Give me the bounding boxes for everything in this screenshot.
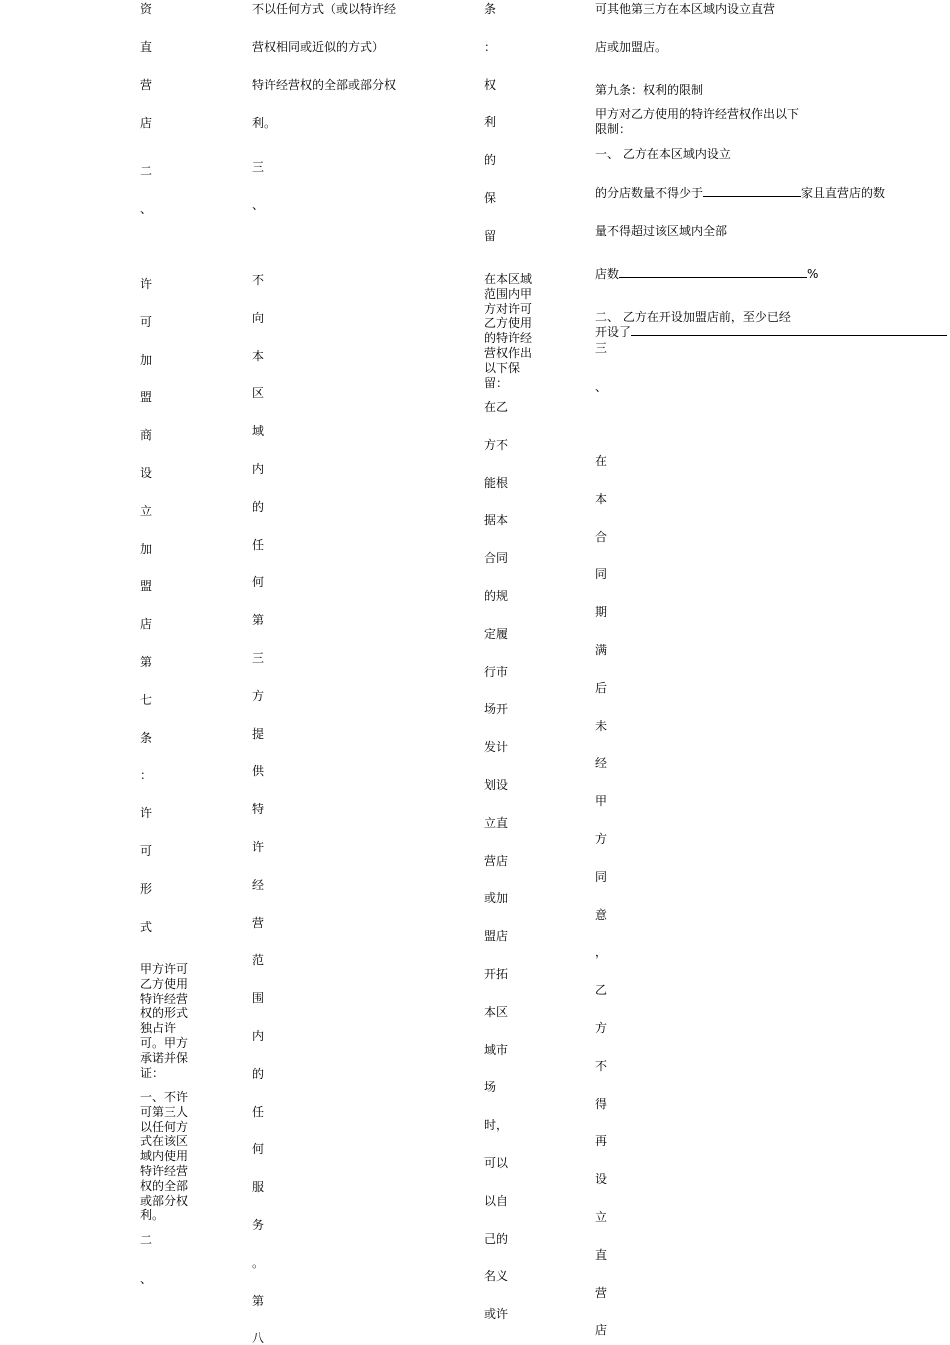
vertical-char: 甲 [595,794,608,809]
vertical-char: 保 [484,191,497,205]
vertical-char: 商 [140,428,153,443]
vertical-char: 式 [140,919,153,934]
vertical-pair: 发计 [484,740,509,755]
vertical-char: 不 [595,1058,608,1073]
vertical-char: 店 [140,617,153,632]
vertical-char: 营 [252,915,265,930]
vertical-pair: 域市 [484,1042,509,1057]
license-form-paragraph: 甲方许可乙方使用特许经营权的形式独占许可。甲方承诺并保证： [140,962,189,1080]
vertical-char: 乙 [595,983,608,998]
vertical-pair: 本区 [484,1004,509,1019]
vertical-char: 经 [595,756,608,771]
vertical-char: 条 [140,730,153,745]
vertical-char: 何 [252,575,265,590]
vertical-char: 许 [140,277,153,291]
vertical-char: ， [595,945,608,960]
vertical-char: 围 [252,991,265,1006]
vertical-char: 不 [252,273,265,287]
vertical-char: 条 [484,2,497,16]
vertical-pair: 开拓 [484,967,509,981]
vertical-char: 、 [140,202,153,216]
no-third-party-paragraph: 一、不许可第三人以任何方式在该区域内使用特许经营权的全部或部分权利。 [140,1090,189,1223]
vertical-pair: 划设 [484,778,509,792]
vertical-pair: 据本 [484,513,509,528]
vertical-char: 二 [140,164,153,178]
vertical-char: 三 [595,341,608,355]
vertical-char: 同 [595,869,608,884]
vertical-pair: 场 [484,1080,497,1095]
vertical-pair: 盟店 [484,929,509,944]
vertical-char: 形 [140,881,153,896]
vertical-pair: 营店 [484,853,509,868]
vertical-char: 任 [252,537,265,552]
restriction-intro: 甲方对乙方使用的特许经营权作出以下限制： [595,107,800,136]
vertical-char: 任 [252,1104,265,1119]
vertical-char: 设 [595,1172,608,1187]
col4-line1: 可其他第三方在本区域内设立直营 [595,2,776,16]
vertical-char: ： [140,768,153,783]
vertical-char: 区 [252,386,265,401]
col2-line: 不以任何方式（或以特许经 [252,2,397,16]
vertical-char: 、 [252,198,265,212]
vertical-char: 期 [595,605,608,620]
vertical-char: 第 [252,1293,265,1308]
vertical-char: 加 [140,352,153,367]
vertical-char: 直 [595,1247,608,1262]
vertical-pair: 能根 [484,475,509,490]
vertical-char: 再 [595,1134,608,1149]
blank-opened-stores[interactable] [631,324,947,336]
vertical-char: 意 [595,907,608,922]
vertical-char: 未 [595,718,608,733]
vertical-char: 资 [140,2,153,16]
vertical-char: 内 [252,1029,265,1043]
vertical-pair: 行市 [484,664,509,679]
vertical-char: 盟 [140,390,153,405]
vertical-char: 方 [595,1021,608,1035]
vertical-pair: 定履 [484,626,509,641]
vertical-char: 在 [595,454,608,468]
vertical-char: 可 [140,844,153,858]
blank-store-percent[interactable] [619,266,807,278]
vertical-char: 务 [252,1218,265,1232]
vertical-char: 八 [252,1331,265,1345]
vertical-char: 方 [595,832,608,846]
vertical-char: 本 [595,491,608,506]
vertical-char: 利 [484,115,497,130]
vertical-char: 向 [252,310,265,325]
item1-line-d: 店数 % [595,267,819,281]
vertical-char: 盟 [140,579,153,594]
vertical-char: 提 [252,726,265,741]
item1-line-a: 一、 乙方在本区域内设立 [595,147,731,161]
col2-line: 利。 [252,116,277,130]
reservation-paragraph: 在本区域范围内甲方对许可乙方使用的特许经营权作出以下保留： [484,272,533,390]
vertical-char: 立 [140,503,153,518]
vertical-pair: 场开 [484,702,509,717]
vertical-char: 七 [140,692,153,707]
vertical-char: 何 [252,1142,265,1157]
vertical-char: 。 [252,1255,265,1270]
vertical-pair: 可以 [484,1156,509,1170]
col2-line: 特许经营权的全部或部分权 [252,78,397,92]
vertical-char: 第 [140,655,153,669]
vertical-char: 三 [252,160,265,174]
vertical-char: 留 [484,228,497,243]
vertical-char: 得 [595,1096,608,1111]
vertical-char: 营 [595,1285,608,1300]
vertical-char: 直 [140,40,153,54]
vertical-pair: 立直 [484,815,509,830]
item2-line-a: 二、 乙方在开设加盟店前，至少已经 [595,310,791,324]
vertical-char: 后 [595,680,608,695]
vertical-char: 权 [484,77,497,92]
vertical-char: 范 [252,953,265,968]
vertical-char: 供 [252,764,265,779]
vertical-char: 同 [595,567,608,582]
vertical-char: 特 [252,802,265,817]
vertical-char: 三 [252,651,265,665]
vertical-char: 加 [140,541,153,556]
vertical-char: 本 [252,348,265,363]
vertical-char: 第 [252,613,265,628]
vertical-pair: 合同 [484,551,509,566]
vertical-char: 二 [140,1233,153,1247]
vertical-char: 的 [252,499,265,514]
vertical-char: ： [484,39,497,54]
vertical-char: 可 [140,314,153,329]
vertical-char: 方 [252,688,265,703]
vertical-pair: 或加 [484,891,509,906]
vertical-char: 的 [252,1066,265,1081]
vertical-char: 经 [252,877,265,892]
col2-line: 营权相同或近似的方式） [252,40,385,54]
vertical-char: 立 [595,1210,608,1224]
vertical-char: 内 [252,462,265,476]
vertical-char: 营 [140,78,153,92]
vertical-char: 的 [484,153,497,168]
vertical-char: 设 [140,466,153,480]
item1-line-c: 量不得超过该区域内全部 [595,224,728,238]
vertical-pair: 的规 [484,589,509,603]
vertical-pair: 己的 [484,1231,509,1246]
vertical-char: 许 [252,840,265,854]
item1-line-b: 的分店数量不得少于 家且直营店的数 [595,186,886,200]
vertical-pair: 在乙 [484,400,509,414]
col4-line2: 店或加盟店。 [595,40,668,54]
article-9-heading: 第九条：权利的限制 [595,83,704,97]
vertical-pair: 名义 [484,1269,509,1284]
vertical-pair: 或许 [484,1307,509,1322]
vertical-char: 域 [252,424,265,439]
vertical-char: 、 [595,380,608,394]
vertical-char: 满 [595,643,608,657]
vertical-char: 合 [595,529,608,544]
vertical-pair: 方不 [484,437,509,452]
vertical-char: 服 [252,1180,265,1195]
item2-line-b: 开设了 [595,324,947,339]
blank-min-stores[interactable] [703,185,801,197]
vertical-char: 、 [140,1272,153,1286]
vertical-char: 店 [140,116,153,130]
vertical-pair: 以自 [484,1193,509,1208]
vertical-char: 店 [595,1323,608,1338]
vertical-char: 许 [140,806,153,821]
vertical-pair: 时， [484,1118,509,1133]
